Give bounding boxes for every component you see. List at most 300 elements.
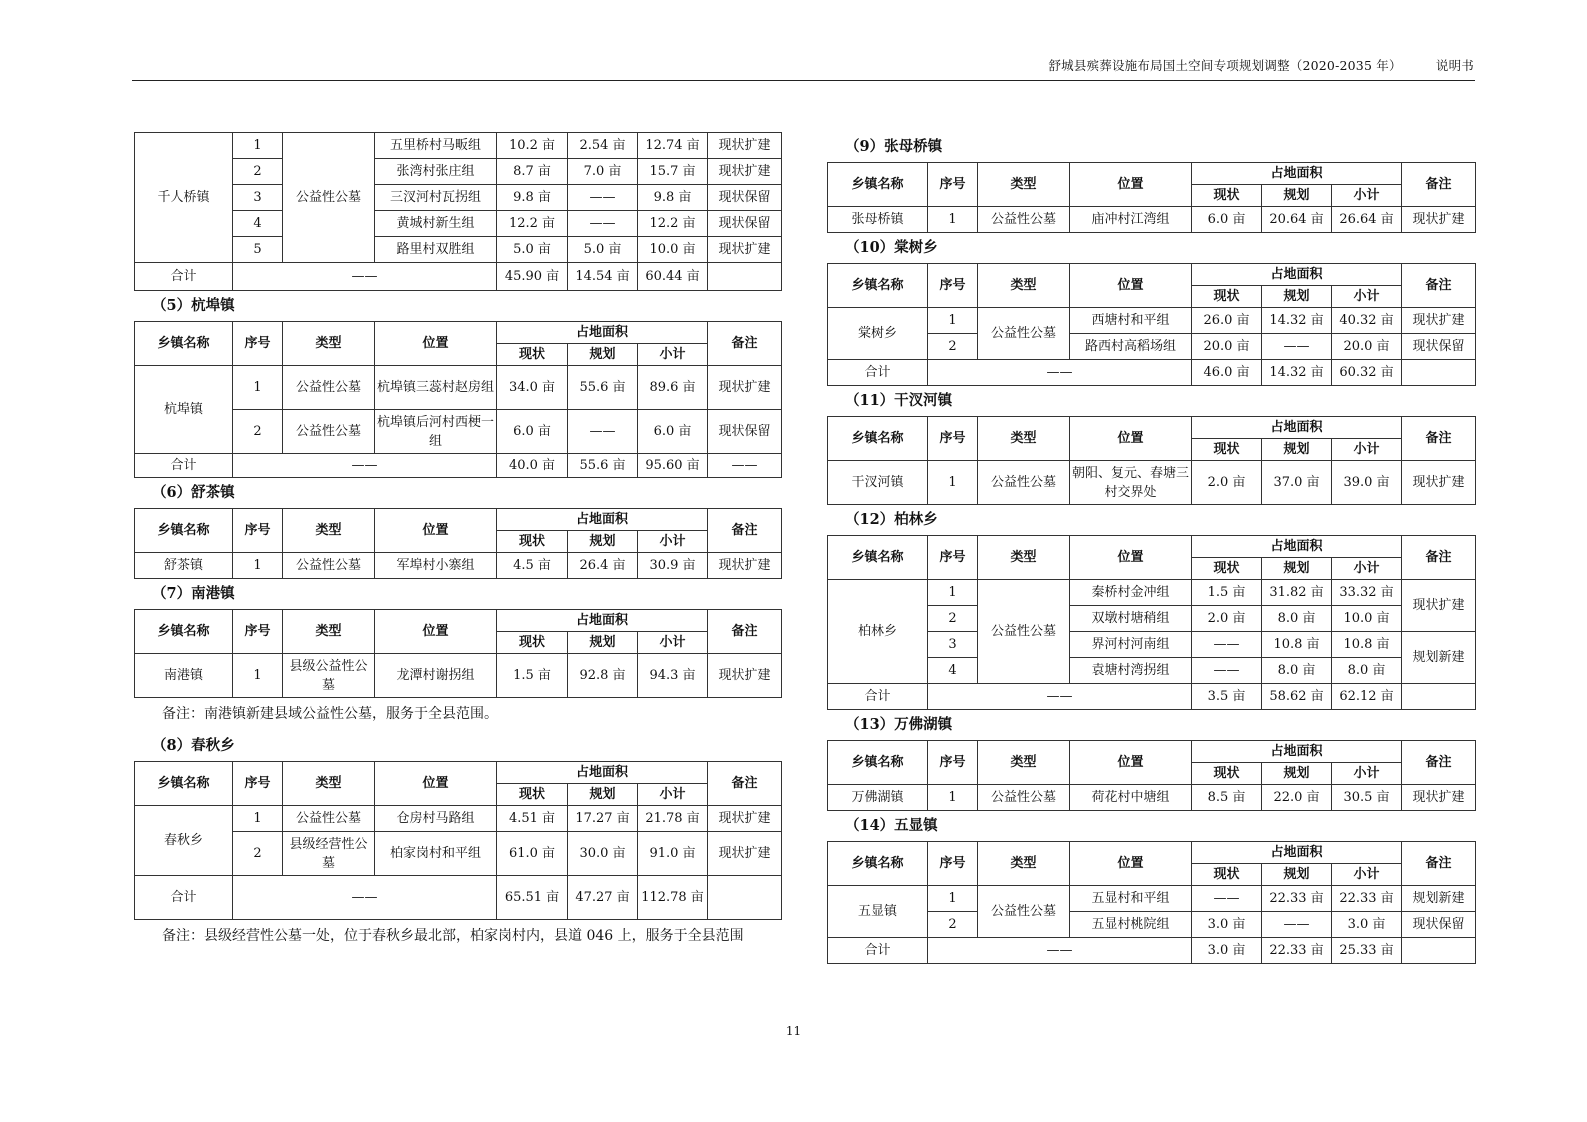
- total-cur: 40.0 亩: [497, 454, 568, 478]
- cell-dash: ——: [233, 454, 497, 478]
- col-town: 乡镇名称: [828, 741, 928, 785]
- total-remark: ——: [708, 454, 782, 478]
- town-cell: 柏林乡: [828, 580, 928, 684]
- cell-sub: 12.2 亩: [638, 211, 708, 237]
- table-wanfohu: [827, 740, 1476, 811]
- cell-loc: 路西村高稻场组: [1070, 334, 1192, 360]
- section-title-ganhanhe: （11）干汊河镇: [845, 392, 953, 409]
- cell-remark: 现状保留: [708, 211, 782, 237]
- cell-cur: 9.8 亩: [497, 185, 568, 211]
- page-number: 11: [785, 1024, 802, 1038]
- col-loc: 位置: [375, 509, 497, 553]
- cell-plan: ——: [568, 211, 638, 237]
- col-no: 序号: [233, 762, 283, 806]
- table-nangang: [134, 609, 782, 698]
- table-row: [135, 211, 782, 237]
- town-cell: 张母桥镇: [828, 207, 928, 233]
- cell-remark: 现状扩建: [708, 832, 782, 876]
- col-no: 序号: [928, 264, 978, 308]
- header-row: [135, 610, 782, 632]
- type-cell: 公益性公墓: [283, 133, 375, 263]
- note-chunqiu: 备注：县级经营性公墓一处，位于春秋乡最北部，柏家岗村内，县道 046 上，服务于全县范围: [162, 928, 744, 944]
- table-row: [828, 461, 1476, 505]
- cell-remark: 现状扩建: [708, 806, 782, 832]
- cell-plan: 8.0 亩: [1262, 658, 1332, 684]
- col-loc: 位置: [375, 762, 497, 806]
- cell-sub: 91.0 亩: [638, 832, 708, 876]
- cell-type: 公益性公墓: [978, 785, 1070, 811]
- cell-remark: 现状扩建: [708, 654, 782, 698]
- cell-dash: ——: [233, 263, 497, 291]
- town-cell: 杭埠镇: [135, 366, 233, 454]
- col-sub: 小计: [1332, 439, 1402, 461]
- col-area: 占地面积: [497, 322, 708, 344]
- cell-type: 县级经营性公墓: [283, 832, 375, 876]
- cell-no: 2: [233, 832, 283, 876]
- header-divider: [132, 80, 1475, 81]
- cell-cur: 20.0 亩: [1192, 334, 1262, 360]
- cell-remark: 现状扩建: [1402, 785, 1476, 811]
- cell-remark: 现状扩建: [1402, 308, 1476, 334]
- col-no: 序号: [233, 322, 283, 366]
- total-cur: 45.90 亩: [497, 263, 568, 291]
- cell-cur: 2.0 亩: [1192, 606, 1262, 632]
- cell-sub: 94.3 亩: [638, 654, 708, 698]
- col-type: 类型: [283, 509, 375, 553]
- col-type: 类型: [283, 610, 375, 654]
- cell-dash: ——: [928, 938, 1192, 964]
- total-label: 合计: [828, 938, 928, 964]
- total-sub: 112.78 亩: [638, 876, 708, 920]
- total-row: [135, 454, 782, 478]
- col-town: 乡镇名称: [135, 610, 233, 654]
- cell-no: 3: [233, 185, 283, 211]
- cell-remark: 现状扩建: [1402, 461, 1476, 505]
- town-cell: 万佛湖镇: [828, 785, 928, 811]
- total-plan: 47.27 亩: [568, 876, 638, 920]
- cell-plan: 14.32 亩: [1262, 308, 1332, 334]
- total-label: 合计: [828, 360, 928, 386]
- cell-cur: 26.0 亩: [1192, 308, 1262, 334]
- cell-plan: ——: [1262, 334, 1332, 360]
- section-title-wuxian: （14）五显镇: [845, 817, 938, 834]
- col-cur: 现状: [497, 784, 568, 806]
- cell-no: 1: [233, 133, 283, 159]
- cell-no: 1: [928, 785, 978, 811]
- cell-plan: 55.6 亩: [568, 366, 638, 410]
- col-remark: 备注: [708, 610, 782, 654]
- table-hangbu: [134, 321, 782, 478]
- cell-sub: 10.8 亩: [1332, 632, 1402, 658]
- col-area: 占地面积: [497, 610, 708, 632]
- table-row: [828, 207, 1476, 233]
- cell-loc: 龙潭村谢拐组: [375, 654, 497, 698]
- header-row: [828, 536, 1476, 558]
- town-cell: 五显镇: [828, 886, 928, 938]
- col-type: 类型: [978, 842, 1070, 886]
- cell-remark: 现状保留: [708, 185, 782, 211]
- cell-no: 3: [928, 632, 978, 658]
- document-type: 说明书: [1435, 58, 1474, 73]
- cell-cur: 4.51 亩: [497, 806, 568, 832]
- header-row: [828, 741, 1476, 763]
- col-remark: 备注: [708, 509, 782, 553]
- town-cell: 南港镇: [135, 654, 233, 698]
- cell-sub: 39.0 亩: [1332, 461, 1402, 505]
- col-area: 占地面积: [497, 509, 708, 531]
- total-sub: 60.44 亩: [638, 263, 708, 291]
- cell-plan: 2.54 亩: [568, 133, 638, 159]
- col-area: 占地面积: [1192, 417, 1402, 439]
- col-cur: 现状: [1192, 185, 1262, 207]
- col-town: 乡镇名称: [135, 762, 233, 806]
- col-sub: 小计: [1332, 864, 1402, 886]
- cell-no: 1: [928, 461, 978, 505]
- col-no: 序号: [928, 163, 978, 207]
- table-row: [135, 832, 782, 876]
- col-town: 乡镇名称: [828, 536, 928, 580]
- cell-plan: 92.8 亩: [568, 654, 638, 698]
- town-cell: 干汊河镇: [828, 461, 928, 505]
- cell-no: 4: [928, 658, 978, 684]
- total-row: [828, 938, 1476, 964]
- total-label: 合计: [135, 263, 233, 291]
- cell-loc: 袁塘村湾拐组: [1070, 658, 1192, 684]
- col-plan: 规划: [568, 784, 638, 806]
- table-row: [828, 785, 1476, 811]
- total-cur: 3.5 亩: [1192, 684, 1262, 710]
- cell-cur: 6.0 亩: [1192, 207, 1262, 233]
- col-type: 类型: [978, 536, 1070, 580]
- section-title-wanfohu: （13）万佛湖镇: [845, 716, 953, 733]
- total-row: [135, 263, 782, 291]
- table-row: [135, 133, 782, 159]
- cell-loc: 荷花村中塘组: [1070, 785, 1192, 811]
- col-remark: 备注: [1402, 264, 1476, 308]
- col-area: 占地面积: [1192, 741, 1402, 763]
- cell-no: 1: [233, 366, 283, 410]
- col-loc: 位置: [375, 322, 497, 366]
- cell-no: 4: [233, 211, 283, 237]
- cell-loc: 路里村双胜组: [375, 237, 497, 263]
- cell-no: 1: [233, 806, 283, 832]
- type-cell: 公益性公墓: [978, 886, 1070, 938]
- table-row: [135, 410, 782, 454]
- town-cell: 舒茶镇: [135, 553, 233, 579]
- col-area: 占地面积: [1192, 842, 1402, 864]
- cell-sub: 12.74 亩: [638, 133, 708, 159]
- cell-loc: 朝阳、复元、春塘三村交界处: [1070, 461, 1192, 505]
- col-area: 占地面积: [497, 762, 708, 784]
- table-zhangmuqiao: [827, 162, 1476, 233]
- col-no: 序号: [233, 610, 283, 654]
- cell-loc: 黄城村新生组: [375, 211, 497, 237]
- cell-dash: ——: [233, 876, 497, 920]
- town-cell: 春秋乡: [135, 806, 233, 876]
- col-cur: 现状: [1192, 763, 1262, 785]
- cell-no: 2: [928, 912, 978, 938]
- cell-plan: 22.33 亩: [1262, 886, 1332, 912]
- cell-loc: 仓房村马路组: [375, 806, 497, 832]
- left-column: [134, 132, 781, 953]
- col-type: 类型: [283, 762, 375, 806]
- table-bailin: [827, 535, 1476, 710]
- cell-loc: 五显村桃院组: [1070, 912, 1192, 938]
- total-plan: 55.6 亩: [568, 454, 638, 478]
- cell-remark: 规划新建: [1402, 632, 1476, 684]
- cell-type: 公益性公墓: [978, 207, 1070, 233]
- cell-cur: 8.7 亩: [497, 159, 568, 185]
- section-title-chunqiu: （8）春秋乡: [152, 737, 235, 754]
- cell-sub: 3.0 亩: [1332, 912, 1402, 938]
- col-sub: 小计: [1332, 185, 1402, 207]
- total-label: 合计: [828, 684, 928, 710]
- col-town: 乡镇名称: [828, 842, 928, 886]
- cell-loc: 军埠村小寨组: [375, 553, 497, 579]
- cell-type: 公益性公墓: [283, 806, 375, 832]
- cell-sub: 20.0 亩: [1332, 334, 1402, 360]
- cell-loc: 西塘村和平组: [1070, 308, 1192, 334]
- cell-no: 1: [233, 654, 283, 698]
- col-type: 类型: [978, 417, 1070, 461]
- cell-dash: ——: [928, 360, 1192, 386]
- type-cell: 公益性公墓: [978, 308, 1070, 360]
- cell-remark: 现状扩建: [708, 159, 782, 185]
- total-label: 合计: [135, 876, 233, 920]
- cell-type: 公益性公墓: [978, 461, 1070, 505]
- cell-cur: 10.2 亩: [497, 133, 568, 159]
- col-no: 序号: [928, 536, 978, 580]
- cell-sub: 89.6 亩: [638, 366, 708, 410]
- col-cur: 现状: [497, 531, 568, 553]
- col-plan: 规划: [1262, 439, 1332, 461]
- cell-no: 5: [233, 237, 283, 263]
- col-area: 占地面积: [1192, 163, 1402, 185]
- table-row: [135, 366, 782, 410]
- right-column: [827, 132, 1475, 964]
- total-plan: 14.32 亩: [1262, 360, 1332, 386]
- cell-plan: 5.0 亩: [568, 237, 638, 263]
- header-row: [828, 417, 1476, 439]
- col-plan: 规划: [1262, 763, 1332, 785]
- cell-plan: 17.27 亩: [568, 806, 638, 832]
- cell-remark: 现状扩建: [708, 133, 782, 159]
- col-plan: 规划: [1262, 185, 1332, 207]
- note-nangang: 备注：南港镇新建县域公益性公墓，服务于全县范围。: [162, 706, 498, 722]
- total-sub: 25.33 亩: [1332, 938, 1402, 964]
- cell-type: 公益性公墓: [283, 553, 375, 579]
- table-chunqiu: [134, 761, 782, 920]
- col-town: 乡镇名称: [828, 417, 928, 461]
- cell-sub: 10.0 亩: [1332, 606, 1402, 632]
- total-remark: [708, 263, 782, 291]
- col-loc: 位置: [1070, 842, 1192, 886]
- col-sub: 小计: [1332, 558, 1402, 580]
- table-row: [828, 580, 1476, 606]
- section-title-tangshu: （10）棠树乡: [845, 239, 938, 256]
- total-plan: 22.33 亩: [1262, 938, 1332, 964]
- cell-loc: 五里桥村马畈组: [375, 133, 497, 159]
- col-remark: 备注: [708, 322, 782, 366]
- cell-plan: 8.0 亩: [1262, 606, 1332, 632]
- cell-cur: 6.0 亩: [497, 410, 568, 454]
- col-no: 序号: [928, 417, 978, 461]
- cell-no: 2: [233, 159, 283, 185]
- cell-loc: 杭埠镇后河村西梗一组: [375, 410, 497, 454]
- cell-loc: 柏家岗村和平组: [375, 832, 497, 876]
- col-area: 占地面积: [1192, 536, 1402, 558]
- cell-loc: 双墩村塘稍组: [1070, 606, 1192, 632]
- table-row: [828, 886, 1476, 912]
- cell-sub: 6.0 亩: [638, 410, 708, 454]
- cell-cur: 34.0 亩: [497, 366, 568, 410]
- col-loc: 位置: [375, 610, 497, 654]
- table-row: [135, 553, 782, 579]
- col-plan: 规划: [568, 632, 638, 654]
- col-cur: 现状: [1192, 558, 1262, 580]
- page-header: [1048, 56, 1474, 74]
- col-sub: 小计: [638, 632, 708, 654]
- cell-plan: ——: [568, 185, 638, 211]
- col-cur: 现状: [1192, 286, 1262, 308]
- total-sub: 95.60 亩: [638, 454, 708, 478]
- col-loc: 位置: [1070, 163, 1192, 207]
- cell-cur: 12.2 亩: [497, 211, 568, 237]
- cell-no: 1: [928, 886, 978, 912]
- total-label: 合计: [135, 454, 233, 478]
- col-plan: 规划: [1262, 558, 1332, 580]
- cell-plan: 31.82 亩: [1262, 580, 1332, 606]
- table-row: [135, 159, 782, 185]
- total-cur: 65.51 亩: [497, 876, 568, 920]
- cell-loc: 三汊河村瓦拐组: [375, 185, 497, 211]
- cell-cur: 4.5 亩: [497, 553, 568, 579]
- col-town: 乡镇名称: [828, 264, 928, 308]
- table-qianrenqiao: [134, 132, 782, 291]
- header-row: [828, 842, 1476, 864]
- col-plan: 规划: [568, 344, 638, 366]
- col-remark: 备注: [1402, 536, 1476, 580]
- col-sub: 小计: [638, 531, 708, 553]
- cell-sub: 22.33 亩: [1332, 886, 1402, 912]
- total-sub: 62.12 亩: [1332, 684, 1402, 710]
- col-loc: 位置: [1070, 264, 1192, 308]
- col-town: 乡镇名称: [828, 163, 928, 207]
- table-row: [135, 654, 782, 698]
- document-title: 舒城县殡葬设施布局国土空间专项规划调整（2020-2035 年）: [1048, 58, 1402, 73]
- cell-sub: 21.78 亩: [638, 806, 708, 832]
- total-plan: 58.62 亩: [1262, 684, 1332, 710]
- cell-cur: ——: [1192, 886, 1262, 912]
- total-plan: 14.54 亩: [568, 263, 638, 291]
- cell-no: 2: [233, 410, 283, 454]
- table-ganhanhe: [827, 416, 1476, 505]
- total-row: [828, 360, 1476, 386]
- cell-sub: 8.0 亩: [1332, 658, 1402, 684]
- cell-dash: ——: [928, 684, 1192, 710]
- cell-remark: 现状扩建: [1402, 207, 1476, 233]
- cell-loc: 庙冲村江湾组: [1070, 207, 1192, 233]
- cell-sub: 9.8 亩: [638, 185, 708, 211]
- total-remark: [708, 876, 782, 920]
- section-title-shucha: （6）舒茶镇: [152, 484, 235, 501]
- col-no: 序号: [928, 741, 978, 785]
- header-row: [135, 762, 782, 784]
- cell-sub: 15.7 亩: [638, 159, 708, 185]
- cell-cur: ——: [1192, 658, 1262, 684]
- col-loc: 位置: [1070, 417, 1192, 461]
- col-cur: 现状: [497, 344, 568, 366]
- cell-no: 1: [233, 553, 283, 579]
- col-plan: 规划: [1262, 286, 1332, 308]
- cell-plan: 26.4 亩: [568, 553, 638, 579]
- header-row: [135, 322, 782, 344]
- cell-no: 1: [928, 308, 978, 334]
- col-no: 序号: [928, 842, 978, 886]
- col-plan: 规划: [568, 531, 638, 553]
- cell-plan: ——: [568, 410, 638, 454]
- table-row: [135, 185, 782, 211]
- col-remark: 备注: [1402, 741, 1476, 785]
- town-cell: 千人桥镇: [135, 133, 233, 263]
- cell-no: 2: [928, 334, 978, 360]
- town-cell: 棠树乡: [828, 308, 928, 360]
- table-row: [135, 237, 782, 263]
- cell-type: 县级公益性公墓: [283, 654, 375, 698]
- cell-plan: 37.0 亩: [1262, 461, 1332, 505]
- cell-plan: 30.0 亩: [568, 832, 638, 876]
- cell-remark: 规划新建: [1402, 886, 1476, 912]
- table-row: [828, 308, 1476, 334]
- cell-remark: 现状扩建: [708, 553, 782, 579]
- col-town: 乡镇名称: [135, 509, 233, 553]
- total-row: [135, 876, 782, 920]
- col-type: 类型: [978, 163, 1070, 207]
- total-row: [828, 684, 1476, 710]
- cell-sub: 30.5 亩: [1332, 785, 1402, 811]
- col-town: 乡镇名称: [135, 322, 233, 366]
- table-wuxian: [827, 841, 1476, 964]
- cell-cur: 1.5 亩: [497, 654, 568, 698]
- cell-loc: 秦桥村金冲组: [1070, 580, 1192, 606]
- col-sub: 小计: [638, 784, 708, 806]
- section-title-bailin: （12）柏林乡: [845, 511, 938, 528]
- cell-loc: 五显村和平组: [1070, 886, 1192, 912]
- cell-plan: ——: [1262, 912, 1332, 938]
- cell-type: 公益性公墓: [283, 366, 375, 410]
- table-shucha: [134, 508, 782, 579]
- cell-remark: 现状扩建: [708, 237, 782, 263]
- cell-sub: 30.9 亩: [638, 553, 708, 579]
- col-remark: 备注: [1402, 163, 1476, 207]
- col-cur: 现状: [1192, 439, 1262, 461]
- cell-remark: 现状扩建: [708, 366, 782, 410]
- section-title-zhangmuqiao: （9）张母桥镇: [845, 138, 943, 155]
- section-title-hangbu: （5）杭埠镇: [152, 297, 235, 314]
- cell-remark: 现状保留: [708, 410, 782, 454]
- col-cur: 现状: [1192, 864, 1262, 886]
- total-cur: 46.0 亩: [1192, 360, 1262, 386]
- col-area: 占地面积: [1192, 264, 1402, 286]
- cell-remark: 现状保留: [1402, 334, 1476, 360]
- cell-cur: 5.0 亩: [497, 237, 568, 263]
- header-row: [828, 264, 1476, 286]
- cell-sub: 33.32 亩: [1332, 580, 1402, 606]
- col-remark: 备注: [708, 762, 782, 806]
- col-remark: 备注: [1402, 417, 1476, 461]
- cell-plan: 10.8 亩: [1262, 632, 1332, 658]
- cell-remark: 现状保留: [1402, 912, 1476, 938]
